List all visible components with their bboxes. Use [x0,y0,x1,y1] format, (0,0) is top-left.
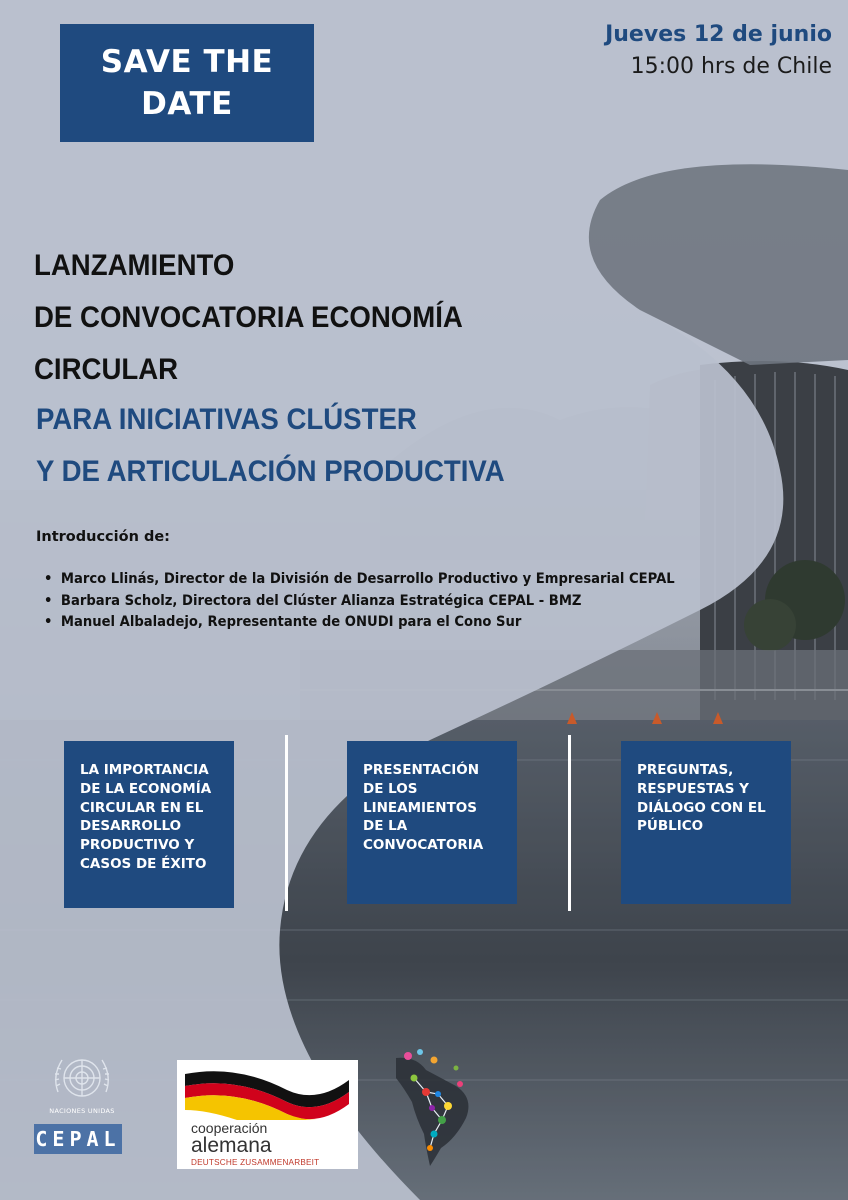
title-line-2: DE CONVOCATORIA ECONOMÍA [34,301,463,334]
event-title [34,240,463,396]
cepal-logo-text: CEPAL [35,1127,121,1151]
title-line-3: CIRCULAR [34,353,179,386]
divider-line [568,735,571,911]
save-line-1: SAVE THE [100,44,274,80]
speaker-item: • Manuel Albaladejo, Representante de ONUDI para el Cono Sur [44,612,675,634]
title-line-1: LANZAMIENTO [34,249,235,282]
divider-line [285,735,288,911]
speaker-item: • Marco Llinás, Director de la División de Desarrollo Productivo y Empresarial CEPAL [44,569,675,591]
un-emblem-icon [42,1048,122,1112]
topic-text: PREGUNTAS, RESPUESTAS Y DIÁLOGO CON EL PÚBLICO [637,762,766,835]
subtitle-line-2: Y DE ARTICULACIÓN PRODUCTIVA [36,455,505,488]
subtitle-line-1: PARA INICIATIVAS CLÚSTER [36,403,417,436]
save-line-2: DATE [141,86,233,122]
topic-text: PRESENTACIÓN DE LOS LINEAMIENTOS DE LA CONVOCATORIA [363,762,484,854]
topic-text: LA IMPORTANCIA DE LA ECONOMÍA CIRCULAR EN EL DESARROLLO PRODUCTIVO Y CASOS DE ÉXITO [80,762,212,872]
event-subtitle [36,394,505,498]
event-date: Jueves 12 de junio [605,22,832,47]
event-time: 15:00 hrs de Chile [630,54,832,79]
coop-line-1: cooperación [191,1120,268,1136]
topic-box-guidelines [347,741,517,904]
cepal-logo [34,1124,122,1154]
cooperacion-alemana-logo [177,1060,358,1169]
intro-label: Introducción de: [36,529,170,545]
speaker-list [44,569,715,634]
topic-box-circular-economy [64,741,234,908]
event-datetime [605,20,832,84]
coop-line-3: DEUTSCHE ZUSAMMENARBEIT [191,1158,320,1167]
german-flag-ribbon-icon [177,1060,358,1120]
speaker-item: • Barbara Scholz, Directora del Clúster Alianza Estratégica CEPAL - BMZ [44,591,675,613]
save-the-date-banner [60,24,314,142]
un-label: NACIONES UNIDAS [49,1107,115,1115]
topic-box-qa [621,741,791,904]
coop-line-2: alemana [191,1134,272,1157]
latin-america-network-icon [386,1048,486,1168]
